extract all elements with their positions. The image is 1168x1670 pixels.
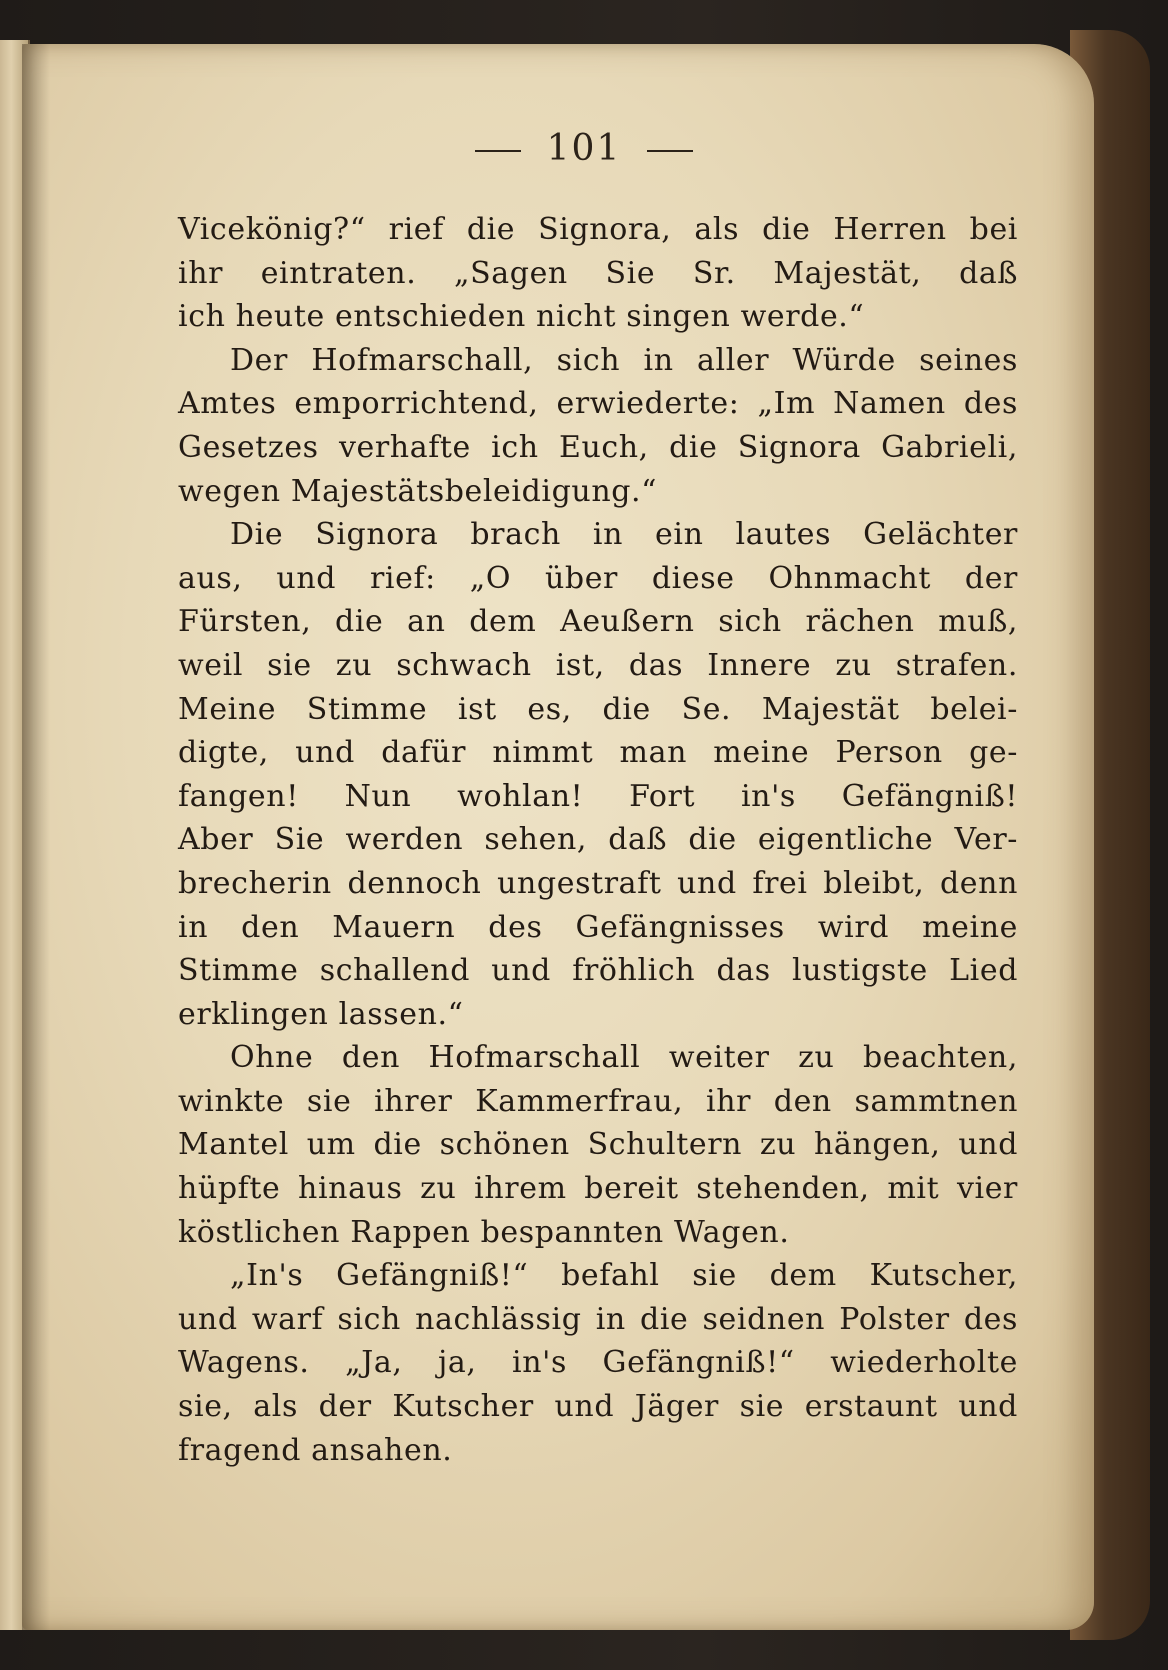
text-line: Der Hofmarschall, sich in aller Würde seines bbox=[230, 342, 1018, 378]
text-line: Amtes emporrichtend, erwiederte: „Im Namen des bbox=[178, 386, 1018, 422]
text-line: Mantel um die schönen Schultern zu hängen, und bbox=[178, 1127, 1018, 1163]
text-line: Fürsten, die an dem Aeußern sich rächen muß, bbox=[178, 604, 1018, 640]
text-line: Aber Sie werden sehen, daß die eigentliche Ver- bbox=[178, 822, 1018, 858]
text-line: hüpfte hinaus zu ihrem bereit stehenden, mit vier bbox=[178, 1171, 1018, 1207]
text-line: winkte sie ihrer Kammerfrau, ihr den sammtnen bbox=[178, 1083, 1018, 1119]
header-dash-right bbox=[647, 150, 693, 152]
text-line: Wagens. „Ja, ja, in's Gefängniß!“ wiederholte bbox=[178, 1345, 1018, 1381]
text-line: ich heute entschieden nicht singen werde.“ bbox=[178, 299, 865, 335]
text-line: Stimme schallend und fröhlich das lustigste Lied bbox=[178, 953, 1018, 989]
text-line: und warf sich nachlässig in die seidnen Polster des bbox=[178, 1301, 1018, 1337]
gutter-shadow bbox=[22, 44, 50, 1630]
text-line: weil sie zu schwach ist, das Innere zu strafen. bbox=[178, 647, 1018, 683]
page-text bbox=[178, 208, 1018, 1472]
text-line: wegen Majestätsbeleidigung.“ bbox=[178, 473, 658, 509]
text-line: Vicekönig?“ rief die Signora, als die Herren bei bbox=[178, 212, 1018, 247]
text-line: fragend ansahen. bbox=[178, 1432, 453, 1468]
text-line: „In's Gefängniß!“ befahl sie dem Kutscher, bbox=[230, 1258, 1018, 1294]
text-line: aus, und rief: „O über diese Ohnmacht der bbox=[178, 560, 1018, 596]
text-line: Gesetzes verhafte ich Euch, die Signora Gabrieli, bbox=[178, 429, 1018, 465]
text-line: fangen! Nun wohlan! Fort in's Gefängniß! bbox=[178, 778, 1018, 814]
header-dash-left bbox=[475, 150, 521, 152]
text-line: Meine Stimme ist es, die Se. Majestät belei- bbox=[178, 691, 1018, 727]
text-line: ihr eintraten. „Sagen Sie Sr. Majestät, daß bbox=[178, 255, 1018, 291]
page-header bbox=[0, 128, 1168, 169]
text-line: digte, und dafür nimmt man meine Person ge- bbox=[178, 735, 1018, 771]
text-line: brecherin dennoch ungestraft und frei bleibt, denn bbox=[178, 865, 1018, 901]
page-number: 101 bbox=[546, 128, 622, 169]
text-line: erklingen lassen.“ bbox=[178, 996, 464, 1032]
text-line: sie, als der Kutscher und Jäger sie erstaunt und bbox=[178, 1389, 1018, 1425]
text-line: in den Mauern des Gefängnisses wird meine bbox=[178, 909, 1018, 945]
text-line: Ohne den Hofmarschall weiter zu beachten, bbox=[230, 1040, 1018, 1076]
text-line: köstlichen Rappen bespannten Wagen. bbox=[178, 1214, 790, 1250]
text-line: Die Signora brach in ein lautes Gelächter bbox=[230, 517, 1018, 553]
